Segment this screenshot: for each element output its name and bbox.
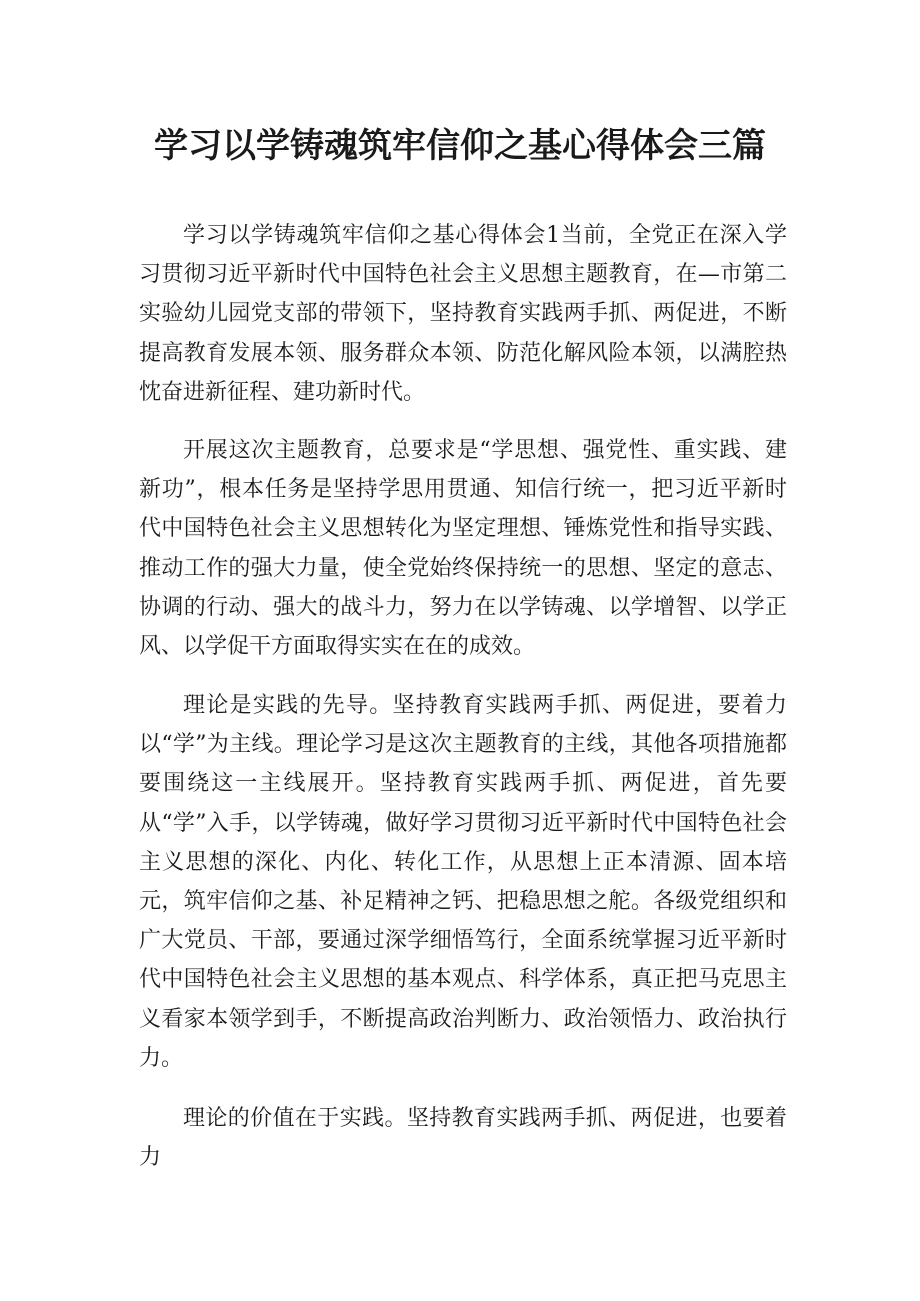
paragraph-4: 理论的价值在于实践。坚持教育实践两手抓、两促进，也要着力 [139,1106,787,1171]
document-title: 学习以学铸魂筑牢信仰之基心得体会三篇 [154,126,766,166]
paragraph-3: 理论是实践的先导。坚持教育实践两手抓、两促进，要着力以“学”为主线。理论学习是这次主题教育的主线，其他各项措施都要围绕这一主线展开。坚持教育实践两手抓、两促进，首先要从“学”入手，以学铸魂，做好学习贯彻习近平新时代中国特色社会主义思想的深化、内化、转化工作，从思想上正本清源、固本培元，筑牢信仰之基、补足精神之钙、把稳思想之舵。各级党组织和广大党员、干部，要通过深学细悟笃行，全面系统掌握习近平新时代中国特色社会主义思想的基本观点、科学体系，真正把马克思主义看家本领学到手，不断提高政治判断力、政治领悟力、政治执行力。 [139,693,787,1071]
paragraph-2: 开展这次主题教育，总要求是“学思想、强党性、重实践、建新功”，根本任务是坚持学思用贯通、知信行统一，把习近平新时代中国特色社会主义思想转化为坚定理想、锤炼党性和指导实践、推动工作的强大力量，使全党始终保持统一的思想、坚定的意志、协调的行动、强大的战斗力，努力在以学铸魂、以学增智、以学正风、以学促干方面取得实实在在的成效。 [139,438,787,660]
paragraph-1: 学习以学铸魂筑牢信仰之基心得体会1当前，全党正在深入学习贯彻习近平新时代中国特色社会主义思想主题教育，在—市第二实验幼儿园党支部的带领下，坚持教育实践两手抓、两促进，不断提高教育发展本领、服务群众本领、防范化解风险本领，以满腔热忱奋进新征程、建功新时代。 [139,223,787,405]
